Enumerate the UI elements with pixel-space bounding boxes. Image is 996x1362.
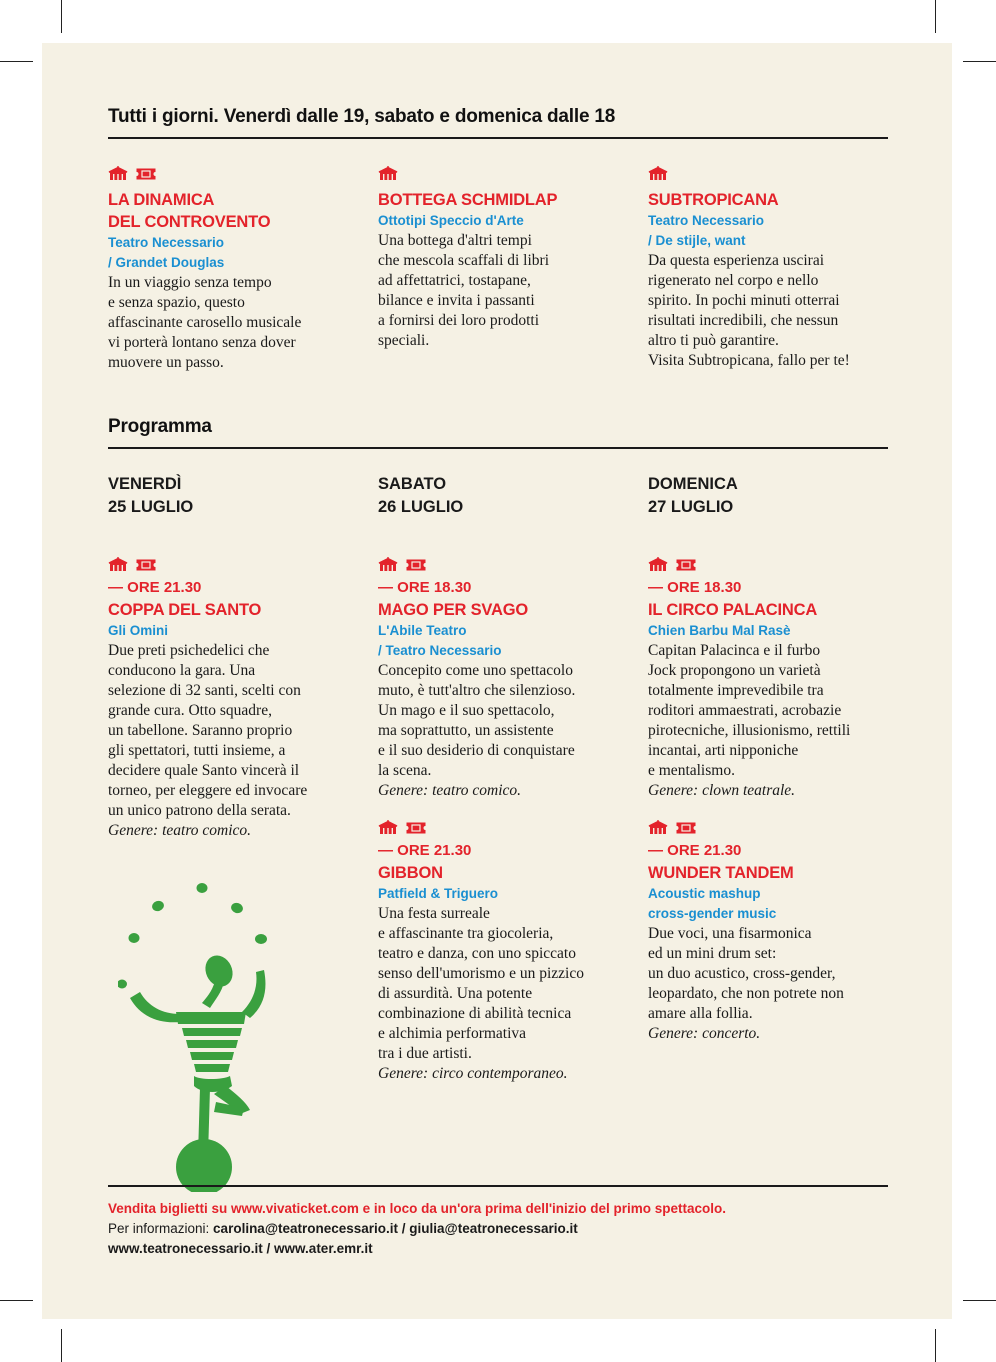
circus-tent-icon [648,820,668,834]
show-time: — ORE 21.30 [648,842,742,859]
show-desc-line: tra i due artisti. [378,1045,472,1062]
show-desc-line: selezione di 32 santi, scelti con [108,682,301,699]
show-company: L'Abile Teatro [378,623,467,638]
attraction-desc-line: che mescola scaffali di libri [378,252,550,269]
footer-tickets: Vendita biglietti su www.vivaticket.com e in loco da un'ora prima dell'inizio del primo spettacolo. [108,1201,727,1216]
footer-info [108,1219,578,1239]
show-icons [378,557,426,571]
circus-tent-icon [378,820,398,834]
show-time: — ORE 21.30 [378,842,472,859]
show-company: Patfield & Triguero [378,886,499,901]
show-desc-line: grande cura. Otto squadre, [108,702,272,719]
attraction-desc-line: rigenerato nel corpo e nello [648,272,819,289]
show-time: — ORE 18.30 [378,579,472,596]
attraction-desc-line: muovere un passo. [108,354,224,371]
attraction-company: Teatro Necessario [108,235,225,250]
attraction-desc-line: altro ti può garantire. [648,332,779,349]
attraction-desc-line: spirito. In pochi minuti otterrai [648,292,840,309]
day-label: VENERDÌ [108,475,182,493]
day-label: SABATO [378,475,447,493]
show-desc-line: un tabellone. Saranno proprio [108,722,293,739]
attraction-title-line: LA DINAMICA [108,191,215,209]
attraction-desc-line: Visita Subtropicana, fallo per te! [648,352,850,369]
circus-tent-icon [648,166,668,180]
show-genre: Genere: clown teatrale. [648,782,796,799]
show-desc-line: senso dell'umorismo e un pizzico [378,965,584,982]
show-desc-line: torneo, per eleggere ed invocare [108,782,308,799]
ticket-icon [136,559,156,571]
attraction-desc-line: a fornirsi dei loro prodotti [378,312,539,329]
show-company: / Teatro Necessario [378,643,502,658]
circus-tent-icon [378,166,398,180]
show-desc-line: un unico patrono della serata. [108,802,291,819]
attraction-company: / Grandet Douglas [108,255,225,270]
show-desc-line: la scena. [378,762,432,779]
show-desc-line: Una festa surreale [378,905,490,922]
attraction-desc-line: Una bottega d'altri tempi [378,232,532,249]
show-title: COPPA DEL SANTO [108,601,262,619]
show-genre: Genere: teatro comico. [378,782,522,799]
crop-mark [963,61,996,62]
show-desc-line: ed un mini drum set: [648,945,777,962]
show-company: Gli Omini [108,623,169,638]
attraction-icons [108,166,156,180]
show-desc-line: Jock propongono un varietà [648,662,821,679]
day-date: 27 LUGLIO [648,498,734,516]
show-desc-line: Concepito come uno spettacolo [378,662,573,679]
programma-rule [108,447,888,449]
show-desc-line: decidere quale Santo vincerà il [108,762,300,779]
show-desc-line: di assurdità. Una potente [378,985,533,1002]
attraction-desc-line: vi porterà lontano senza dover [108,334,296,351]
circus-tent-icon [108,166,128,180]
crop-mark [61,0,62,33]
attraction-title-line: SUBTROPICANA [648,191,779,209]
day-date: 25 LUGLIO [108,498,194,516]
day-label: DOMENICA [648,475,738,493]
show-genre: Genere: circo contemporaneo. [378,1065,568,1082]
footer-rule [108,1185,888,1187]
crop-mark [61,1329,62,1362]
show-desc-line: gli spettatori, tutti insieme, a [108,742,286,759]
header-rule [108,137,888,139]
attraction-title-line: DEL CONTROVENTO [108,213,271,231]
show-company: cross-gender music [648,906,777,921]
ticket-icon [676,822,696,834]
show-desc-line: teatro e danza, con uno spiccato [378,945,576,962]
show-desc-line: un duo acustico, cross-gender, [648,965,836,982]
crop-mark [0,61,33,62]
attraction-desc-line: Da questa esperienza uscirai [648,252,825,269]
show-title: GIBBON [378,864,443,882]
attraction-desc-line: ad affettatrici, tostapane, [378,272,531,289]
attraction-desc-line: affascinante carosello musicale [108,314,302,331]
circus-tent-icon [378,557,398,571]
ticket-icon [406,822,426,834]
show-desc-line: e mentalismo. [648,762,735,779]
attraction-icons [378,166,398,180]
attraction-icons [648,166,668,180]
circus-tent-icon [648,557,668,571]
show-desc-line: e alchimia performativa [378,1025,527,1042]
ticket-icon [676,559,696,571]
show-desc-line: e il suo desiderio di conquistare [378,742,575,759]
show-title: IL CIRCO PALACINCA [648,601,818,619]
attraction-company: / De stijle, want [648,233,746,248]
show-desc-line: combinazione di abilità tecnica [378,1005,572,1022]
show-desc-line: Un mago e il suo spettacolo, [378,702,555,719]
attraction-desc-line: bilance e invita i passanti [378,292,535,309]
show-desc-line: Capitan Palacinca e il furbo [648,642,821,659]
show-desc-line: Due preti psichedelici che [108,642,270,659]
show-desc-line: incantai, arti nipponiche [648,742,799,759]
show-desc-line: muto, è tutt'altro che silenzioso. [378,682,576,699]
crop-mark [935,1329,936,1362]
show-icons [648,557,696,571]
show-desc-line: leopardato, che non potrete non [648,985,844,1002]
programma-title: Programma [108,416,212,437]
footer-info-label: Per informazioni: [108,1221,214,1236]
crop-mark [935,0,936,33]
show-icons [108,557,156,571]
ticket-icon [406,559,426,571]
show-title: WUNDER TANDEM [648,864,794,882]
show-desc-line: e affascinante tra giocoleria, [378,925,554,942]
attraction-desc-line: In un viaggio senza tempo [108,274,272,291]
day-date: 26 LUGLIO [378,498,464,516]
footer-websites[interactable]: www.teatronecessario.it / www.ater.emr.it [108,1241,373,1256]
attraction-desc-line: risultati incredibili, che nessun [648,312,839,329]
show-desc-line: amare alla follia. [648,1005,753,1022]
crop-mark [963,1300,996,1301]
juggler-illustration [118,880,283,1192]
show-time: — ORE 18.30 [648,579,742,596]
show-genre: Genere: teatro comico. [108,822,252,839]
show-desc-line: ma soprattutto, un assistente [378,722,554,739]
crop-mark [0,1300,33,1301]
attraction-company: Teatro Necessario [648,213,765,228]
show-desc-line: pirotecniche, illusionismo, rettili [648,722,851,739]
circus-tent-icon [108,557,128,571]
footer-info-emails[interactable]: carolina@teatronecessario.it / giulia@teatronecessario.it [213,1221,578,1236]
ticket-icon [136,168,156,180]
show-title: MAGO PER SVAGO [378,601,528,619]
show-desc-line: Due voci, una fisarmonica [648,925,812,942]
attraction-title-line: BOTTEGA SCHMIDLAP [378,191,558,209]
show-desc-line: conducono la gara. Una [108,662,256,679]
show-icons [648,820,696,834]
attraction-company: Ottotipi Speccio d'Arte [378,213,524,228]
show-icons [378,820,426,834]
show-time: — ORE 21.30 [108,579,202,596]
show-genre: Genere: concerto. [648,1025,761,1042]
attraction-desc-line: speciali. [378,332,430,349]
attraction-desc-line: e senza spazio, questo [108,294,245,311]
header-title: Tutti i giorni. Venerdì dalle 19, sabato e domenica dalle 18 [108,106,616,127]
show-company: Acoustic mashup [648,886,761,901]
show-company: Chien Barbu Mal Rasè [648,623,791,638]
show-desc-line: roditori ammaestrati, acrobazie [648,702,842,719]
show-desc-line: totalmente imprevedibile tra [648,682,824,699]
